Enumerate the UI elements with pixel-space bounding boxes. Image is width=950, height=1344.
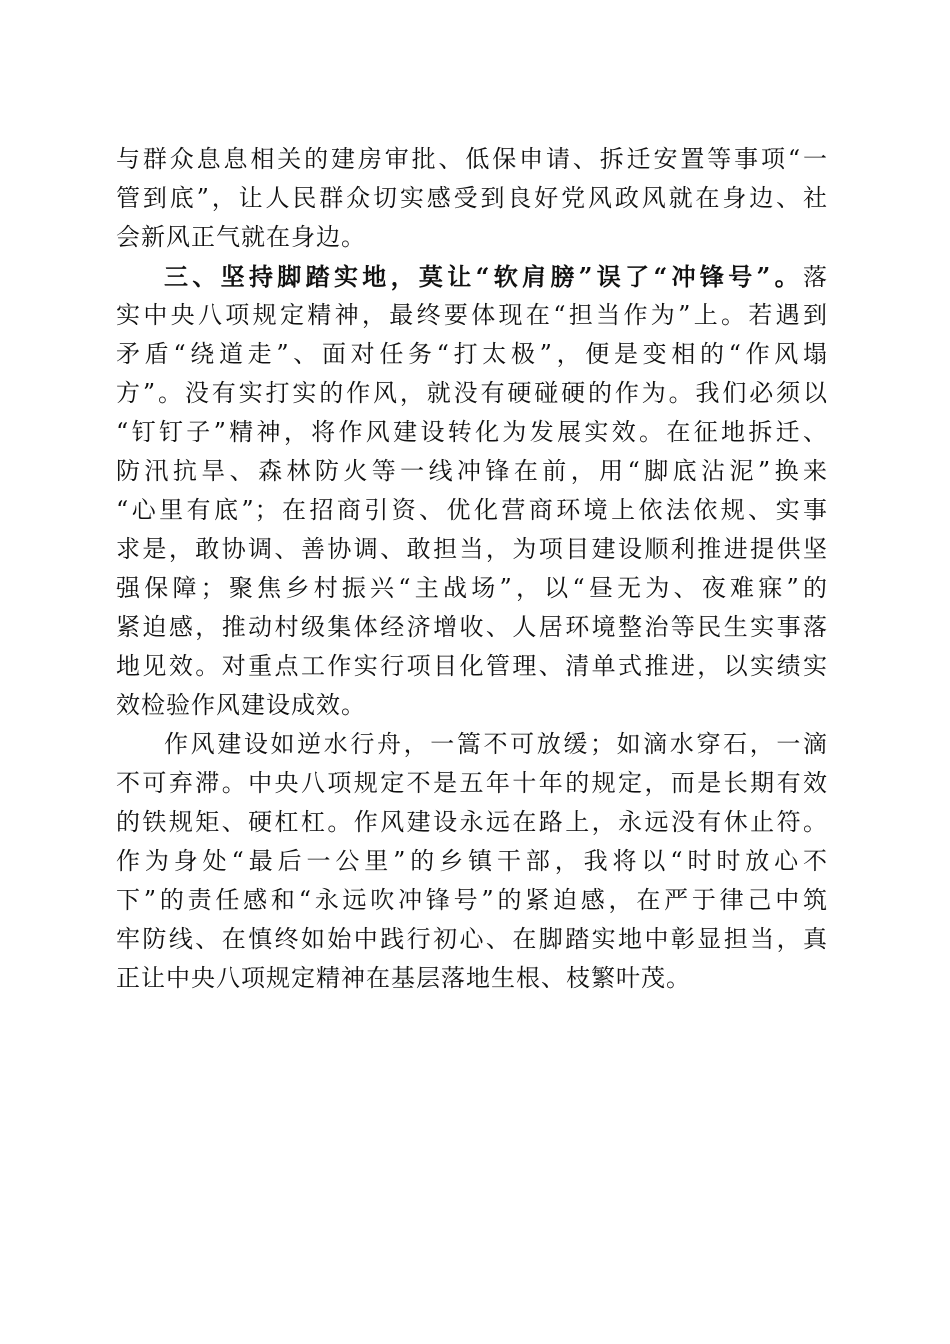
- paragraph-line: 的铁规矩、硬杠杠。作风建设永远在路上，永远没有休止符。: [116, 808, 828, 836]
- paragraph-line: 紧迫感，推动村级集体经济增收、人居环境整治等民生实事落: [116, 613, 828, 641]
- paragraph-3: [116, 725, 828, 998]
- paragraph-line: 下”的责任感和“永远吹冲锋号”的紧迫感，在严于律己中筑: [116, 886, 828, 914]
- section-heading: 三、坚持脚踏实地，莫让“软肩膀”误了“冲锋号”。: [164, 262, 803, 291]
- paragraph-line: 方”。没有实打实的作风，就没有硬碰硬的作为。我们必须以: [116, 379, 828, 407]
- paragraph-line: 牢防线、在慎终如始中践行初心、在脚踏实地中彰显担当，真: [116, 925, 828, 953]
- document-body: [116, 140, 828, 998]
- paragraph-line: 与群众息息相关的建房审批、低保申请、拆迁安置等事项“一: [116, 145, 828, 173]
- paragraph-line: 作风建设如逆水行舟，一篙不可放缓；如滴水穿石，一滴: [164, 730, 828, 758]
- paragraph-line-rest: 落: [803, 263, 828, 291]
- paragraph-line: “钉钉子”精神，将作风建设转化为发展实效。在征地拆迁、: [116, 418, 828, 446]
- paragraph-1: [116, 140, 828, 257]
- paragraph-line: 实中央八项规定精神，最终要体现在“担当作为”上。若遇到: [116, 301, 828, 329]
- section-heading-line: [116, 257, 828, 296]
- paragraph-line: “心里有底”；在招商引资、优化营商环境上依法依规、实事: [116, 496, 828, 524]
- paragraph-2: [116, 257, 828, 725]
- paragraph-line: 效检验作风建设成效。: [116, 691, 366, 719]
- paragraph-line: 地见效。对重点工作实行项目化管理、清单式推进，以实绩实: [116, 652, 828, 680]
- paragraph-line: 强保障；聚焦乡村振兴“主战场”，以“昼无为、夜难寐”的: [116, 574, 828, 602]
- paragraph-line: 求是，敢协调、善协调、敢担当，为项目建设顺利推进提供坚: [116, 535, 828, 563]
- paragraph-line: 防汛抗旱、森林防火等一线冲锋在前，用“脚底沾泥”换来: [116, 457, 828, 485]
- paragraph-line: 矛盾“绕道走”、面对任务“打太极”，便是变相的“作风塌: [116, 340, 828, 368]
- paragraph-line: 会新风正气就在身边。: [116, 223, 366, 251]
- paragraph-line: 管到底”，让人民群众切实感受到良好党风政风就在身边、社: [116, 184, 828, 212]
- paragraph-line: 正让中央八项规定精神在基层落地生根、枝繁叶茂。: [116, 964, 691, 992]
- paragraph-line: 不可弃滞。中央八项规定不是五年十年的规定，而是长期有效: [116, 769, 828, 797]
- paragraph-line: 作为身处“最后一公里”的乡镇干部，我将以“时时放心不: [116, 847, 828, 875]
